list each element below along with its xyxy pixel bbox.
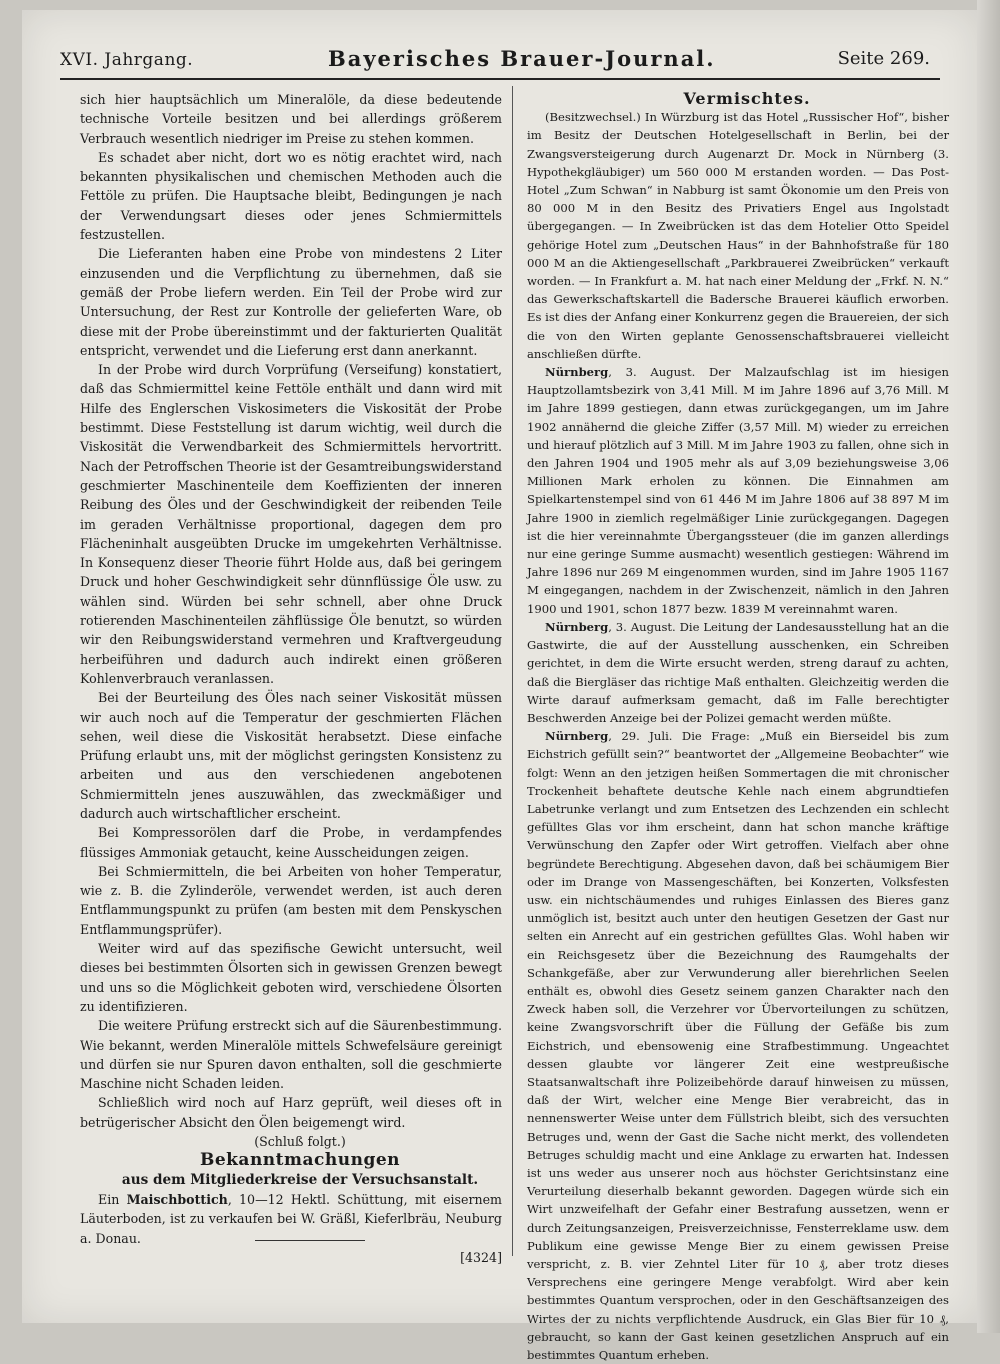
paragraph-text: , 3. August. Die Leitung der Landesausstellung hat an die Gastwirte, die auf der Ausstellung ausschenken, ein Schreiben gerichtet, in dem die Wirte ersucht werden, streng darauf zu achten, daß die Biergläser das richtige Maß enthalten. Gleichzeitig werden die Wirte darauf aufmerksam gemacht, daß im Falle berechtigter Beschwerden Anzeige bei der Polizei gemacht werden müßte. <box>527 619 949 725</box>
header-rule <box>60 78 940 80</box>
paragraph: Bei Kompressorölen darf die Probe, in verdampfendes flüssiges Ammoniak getaucht, keine Ausscheidungen zeigen. <box>80 825 502 860</box>
dateline: Nürnberg <box>545 365 609 380</box>
page-number: Seite 269. <box>837 48 930 69</box>
paragraph: Bei der Beurteilung des Öles nach seiner Viskosität müssen wir auch noch auf die Temperatur der geschmierten Flächen sehen, weil diese die Viskosität herabsetzt. Diese einfache Prüfung erlaubt uns, mit der möglichst geringsten Konsistenz zu arbeiten und aus den verschiedenen angebotenen Schmiermitteln jenes auszuwählen, das zweckmäßiger und dadurch auch wirtschaftlicher erscheint. <box>80 690 502 821</box>
paragraph-text: , 29. Juli. Die Frage: „Muß ein Bierseidel bis zum Eichstrich gefüllt sein?“ beantwortet der „Allgemeine Beobachter“ wie folgt: Wenn an den jetzigen heißen Sommertagen die mit chronischer Trockenheit behaftete deutsche Kehle nach einem abgrundtiefen Labetrunke verlangt und zum Entsetzen des Lechzenden ein schlecht gefülltes Glas vor ihm erscheint, dann hat schon manche kräftige Verwünschung den Zapfer oder Wirt getroffen. Vielfach aber ohne begründete Berechtigung. Abgesehen davon, daß bei schäumigem Bier oder im Drange von Massengeschäften, bei Konzerten, Volksfesten usw. ein nichtschäumendes und ruhiges Einlassen des Bieres ganz unmöglich ist, besitzt auch unter den heutigen Gesetzen der Gast nur selten ein Anrecht auf ein gestrichen gefülltes Glas. Wohl haben wir ein Reichsgesetz über die Bezeichnung des Raumgehalts der Schankgefäße, aber zur Verwunderung aller bierehrlichen Seelen enthält es, obwohl dies Gesetz seinem ganzen Charakter nach den Zweck haben soll, die Verzehrer vor Übervorteilungen zu schützen, keine Zwangsvorschrift über die Füllung der Gefäße bis zum Eichstrich, und ebensowenig eine Strafbestimmung. Ungeachtet dessen glaubte vor längerer Zeit eine westpreußische Staatsanwaltschaft ihre Polizeibehörde darauf hinweisen zu müssen, daß der Wirt, welcher eine Menge Bier verabreicht, das in nennenswerter Weise unter dem Füllstrich bleibt, sich des versuchten Betruges und, wenn der Gast die Sache nicht merkt, des vollendeten Betruges schuldig macht und eine Anklage zu erwarten hat. Indessen ist uns weder aus unserer noch aus höchster Gerichtsinstanz eine Verurteilung dieserhalb bekannt geworden. Dagegen würde sich ein Wirt unzweifelhaft der Gefahr einer Bestrafung aussetzen, wenn er durch Zeitungsanzeigen, Preisverzeichnisse, Fensterreklame usw. dem Publikum eine gewisse Menge Bier zu einem gewissen Preise verspricht, z. B. vier Zehntel Liter für 10 ₰, aber trotz dieses Versprechens eine geringere Menge verabfolgt. Wird aber kein bestimmtes Quantum versprochen, oder in den Geschäftsanzeigen des Wirtes der zu nichts verpflichtende Ausdruck, ein Glas Bier für 10 ₰, gebraucht, so kann der Gast keinen gesetzlichen Anspruch auf ein bestimmtes Quantum erheben. <box>527 729 949 1363</box>
ad-number: [4324] <box>460 1249 502 1265</box>
ad-lead: Ein <box>98 1191 127 1207</box>
paragraph: Weiter wird auf das spezifische Gewicht untersucht, weil dieses bei bestimmten Ölsorten sich in gewissen Grenzen bewegt und uns so die Möglichkeit geboten wird, verschiedene Ölsorten zu identifizieren. <box>80 941 502 1014</box>
closing-rule <box>255 1240 365 1241</box>
closing-note: (Schluß folgt.) <box>254 1134 346 1150</box>
volume-label: XVI. Jahrgang. <box>60 50 194 70</box>
journal-title: Bayerisches Brauer-Journal. <box>328 46 716 71</box>
paragraph: In der Probe wird durch Vorprüfung (Verseifung) konstatiert, daß das Schmiermittel keine Fettöle enthält und dann wird mit Hilfe des Englerschen Viskosimeters die Viskosität der Probe bestimmt. Diese Feststellung ist darum wichtig, weil durch die Viskosität die Verwendbarkeit des Schmiermittels hervortritt. Nach der Petroffschen Theorie ist der Gesamtreibungswiderstand geschmierter Maschinenteile dem Koeffizienten der inneren Reibung des Öles und der Geschwindigkeit der reibenden Teile im geraden Verhältnisse proportional, dagegen dem pro Flächeninhalt ausgeübten Drucke im umgekehrten Verhältnisse. In Konsequenz dieser Theorie führt Holde aus, daß bei geringem Druck und hoher Geschwindigkeit sehr dünnflüssige Öle usw. zu wählen sind. Würden bei sehr schnell, aber ohne Druck rotierenden Maschinenteilen zähflüssige Öle benutzt, so würden wir den Reibungswiderstand vermehren und Kraftvergeudung herbeiführen und dadurch auch indirekt einen größeren Kohlenverbrauch veranlassen. <box>80 362 502 686</box>
paragraph: Die Lieferanten haben eine Probe von mindestens 2 Liter einzusenden und die Verpflichtung zu übernehmen, daß sie gemäß der Probe liefern werden. Ein Teil der Probe wird zur Untersuchung, der Rest zur Kontrolle der gelieferten Ware, ob diese mit der Probe übereinstimmt und der fakturierten Qualität entspricht, verwendet und die Lieferung erst dann anerkannt. <box>80 246 502 358</box>
section-title: Vermischtes. <box>683 89 811 108</box>
paragraph: Bei Schmiermitteln, die bei Arbeiten von hoher Temperatur, wie z. B. die Zylinderöle, verwendet werden, ist auch deren Entflammungspunkt zu prüfen (am besten mit dem Penskyschen Entflammungsprüfer). <box>80 863 502 937</box>
announcements-title: Bekanntmachungen <box>199 1150 401 1171</box>
column-divider <box>512 86 513 1256</box>
paragraph <box>527 727 949 1364</box>
right-column <box>527 90 949 1364</box>
paragraph: Schließlich wird noch auf Harz geprüft, weil dieses oft in betrügerischer Absicht den Ölen beigemengt wird. <box>80 1095 502 1130</box>
page-edge <box>977 0 1000 1333</box>
paragraph: sich hier hauptsächlich um Mineralöle, da diese bedeutende technische Vorteile besitzen und bei allerdings größerem Verbrauch wesentlich niedriger im Preise zu stehen kommen. <box>80 92 502 146</box>
paragraph <box>527 618 949 727</box>
paragraph: Die weitere Prüfung erstreckt sich auf die Säurenbestimmung. Wie bekannt, werden Mineralöle mittels Schwefelsäure gereinigt und dürfen sie nur Spuren davon enthalten, soll die geschmierte Maschine nicht Schaden leiden. <box>80 1018 502 1092</box>
paragraph: Es schadet aber nicht, dort wo es nötig erachtet wird, nach bekannten physikalischen und chemischen Methoden auch die Fettöle zu prüfen. Die Hauptsache bleibt, Bedingungen je nach der Verwendungsart dieses oder jenes Schmiermittels festzustellen. <box>80 149 502 243</box>
paragraph: (Besitzwechsel.) In Würzburg ist das Hotel „Russischer Hof“, bisher im Besitz der Deutschen Hotelgesellschaft in Berlin, bei der Zwangsversteigerung durch Augenarzt Dr. Mock in Nürnberg (3. Hypothekgläubiger) um 560 000 M erstanden worden. — Das Post-Hotel „Zum Schwan“ in Nabburg ist samt Ökonomie um den Preis von 80 000 M in den Besitz des Privatiers Engel aus Ingolstadt übergegangen. — In Zweibrücken ist das dem Hotelier Otto Speidel gehörige Hotel zum „Deutschen Haus“ in der Bahnhofstraße für 180 000 M an die Aktiengesellschaft „Parkbrauerei Zweibrücken“ verkauft worden. — In Frankfurt a. M. hat nach einer Meldung der „Frkf. N. N.“ das Gewerkschaftskartell die Badersche Brauerei käuflich erworben. Es ist dies der Anfang einer Konkurrenz gegen die Brauereien, der sich die von den Wirten geplante Genossenschaftsbrauerei vielleicht anschließen dürfte. <box>527 110 949 361</box>
dateline: Nürnberg <box>545 619 609 634</box>
left-column <box>80 90 502 1267</box>
dateline: Nürnberg <box>545 729 609 744</box>
paragraph <box>527 363 949 618</box>
ad-text: , 10—12 Hektl. Schüttung, mit eisernem Läuterboden, ist zu verkaufen bei W. Gräßl, Kieferlbräu, Neuburg a. Donau. <box>80 1191 502 1246</box>
announcements-subtitle: aus dem Mitgliederkreise der Versuchsanstalt. <box>121 1171 479 1188</box>
ad-item: Maischbottich <box>126 1191 228 1207</box>
paragraph-text: , 3. August. Der Malzaufschlag ist im hiesigen Hauptzollamtsbezirk von 3,41 Mill. M im Jahre 1896 auf 3,76 Mill. M im Jahre 1899 gestiegen, dann etwas zurückgegangen, um im Jahre 1902 annähernd die gleiche Ziffer (3,57 Mill. M) wieder zu erreichen und hierauf plötzlich auf 3 Mill. M im Jahre 1903 zu fallen, ohne sich in den Jahren 1904 und 1905 mehr als auf 3,09 beziehungsweise 3,06 Millionen Mark erholen zu können. Die Einnahmen am Spielkartenstempel sind von 61 446 M im Jahre 1806 auf 38 897 M im Jahre 1900 in ziemlich regelmäßiger Linie zurückgegangen. Dagegen ist die hier vereinnahmte Übergangssteuer (die im ganzen allerdings nur eine geringe Summe ausmacht) wesentlich gestiegen: Während im Jahre 1896 nur 269 M eingenommen wurden, sind im Jahre 1905 1167 M eingegangen, nachdem in der Zwischenzeit, nämlich in den Jahren 1900 und 1901, schon 1877 bezw. 1839 M vereinnahmt waren. <box>527 365 949 616</box>
